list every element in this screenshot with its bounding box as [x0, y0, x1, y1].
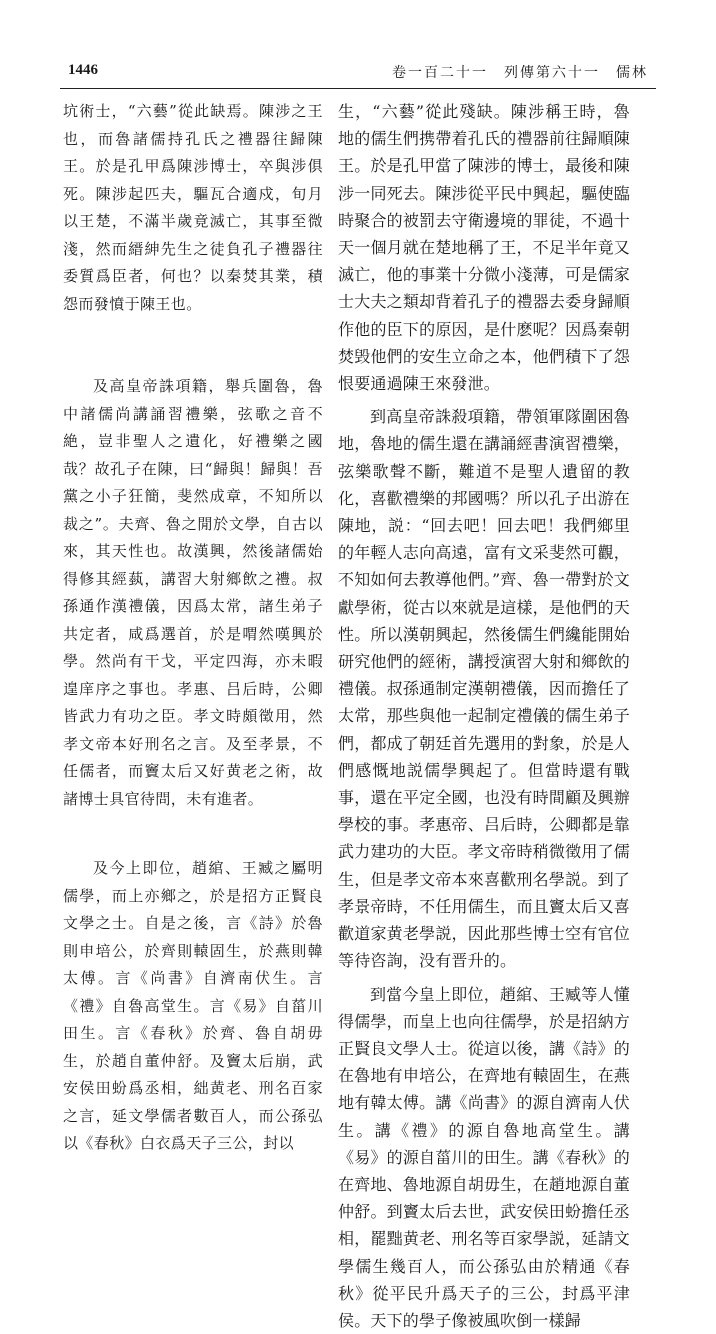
header-rule	[60, 88, 656, 89]
page-number: 1446	[68, 62, 98, 79]
translation-column	[338, 98, 630, 1334]
original-text-column	[63, 98, 323, 1158]
original-paragraph: 及高皇帝誅項籍，舉兵圍魯，魯中諸儒尚講誦習禮樂，弦歌之音不絶，豈非聖人之遺化，好禮樂之國哉？故孔子在陳，曰“歸與！歸與！吾黨之小子狂簡，斐然成章，不知所以裁之”。夫齊、魯之閒於文學，自古以來，其天性也。故漢興，然後諸儒始得修其經蓺，講習大射鄉飲之禮。叔孫通作漢禮儀，因爲太常，諸生弟子共定者，咸爲選首，於是喟然嘆興於學。然尚有干戈，平定四海，亦未暇遑庠序之事也。孝惠、吕后時，公卿皆武力有功之臣。孝文時頗徵用，然孝文帝本好刑名之言。及至孝景，不任儒者，而竇太后又好黄老之術，故諸博士具官待問，未有進者。	[63, 373, 323, 813]
paragraph-spacer	[63, 318, 323, 373]
page-header	[68, 60, 658, 86]
translation-paragraph: 到當今皇上即位，趙綰、王臧等人懂得儒學，而皇上也向往儒學，於是招納方正賢良文學人士。從這以後，講《詩》的在魯地有申培公，在齊地有轅固生，在燕地有韓太傅。講《尚書》的源自濟南人伏生。講《禮》的源自魯地高堂生。講《易》的源自菑川的田生。講《春秋》的在齊地、魯地源自胡毋生，在趙地源自董仲舒。到竇太后去世，武安侯田蚡擔任丞相，罷黜黄老、刑名等百家學説，延請文學儒生幾百人，而公孫弘由於精通《春秋》從平民升爲天子的三公，封爲平津侯。天下的學子像被風吹倒一樣歸	[338, 981, 630, 1334]
original-paragraph: 坑術士，“六藝”從此缺焉。陳涉之王也，而魯諸儒持孔氏之禮器往歸陳王。於是孔甲爲陳涉博士，卒與涉俱死。陳涉起匹夫，驅瓦合適戍，旬月以王楚，不滿半歲竟滅亡，其事至微淺，然而縉紳先生之徒負孔子禮器往委質爲臣者，何也？以秦焚其業，積怨而發憤于陳王也。	[63, 98, 323, 318]
translation-paragraph: 到高皇帝誅殺項籍，帶領軍隊圍困魯地，魯地的儒生還在講誦經書演習禮樂，弦樂歌聲不斷，難道不是聖人遺留的教化，喜歡禮樂的邦國嗎？所以孔子出游在陳地，説：“回去吧！回去吧！我們鄉里的年輕人志向高遠，富有文采斐然可觀，不知如何去教導他們。”齊、魯一帶對於文獻學術，從古以來就是這樣，是他們的天性。所以漢朝興起，然後儒生們纔能開始研究他們的經術，講授演習大射和鄉飲的禮儀。叔孫通制定漢朝禮儀，因而擔任了太常，那些與他一起制定禮儀的儒生弟子們，都成了朝廷首先選用的對象，於是人們感慨地説儒學興起了。但當時還有戰事，還在平定全國，也没有時間顧及興辦學校的事。孝惠帝、吕后時，公卿都是靠武力建功的大臣。孝文帝時稍微徵用了儒生，但是孝文帝本來喜歡刑名學説。到了孝景帝時，不任用儒生，而且竇太后又喜歡道家黄老學説，因此那些博士空有官位等待咨詢，没有晋升的。	[338, 403, 630, 974]
original-paragraph: 及今上即位，趙綰、王臧之屬明儒學，而上亦鄉之，於是招方正賢良文學之士。自是之後，言《詩》於魯則申培公，於齊則轅固生，於燕則韓太傅。言《尚書》自濟南伏生。言《禮》自魯高堂生。言《易》自菑川田生。言《春秋》於齊、魯自胡毋生，於趙自董仲舒。及竇太后崩，武安侯田蚡爲丞相，絀黄老、刑名百家之言，延文學儒者數百人，而公孫弘以《春秋》白衣爲天子三公，封以	[63, 855, 323, 1158]
running-title: 卷一百二十一 列傳第六十一 儒林	[392, 62, 648, 82]
paragraph-spacer	[63, 813, 323, 855]
translation-paragraph: 生，“六藝”從此殘缺。陳涉稱王時，魯地的儒生們携帶着孔氏的禮器前往歸順陳王。於是孔甲當了陳涉的博士，最後和陳涉一同死去。陳涉從平民中興起，驅使臨時聚合的被罰去守衛邊境的罪徒，不過十天一個月就在楚地稱了王，不足半年竟又滅亡，他的事業十分微小淺薄，可是儒家士大夫之類却背着孔子的禮器去委身歸順作他的臣下的原因，是什麽呢？因爲秦朝焚毁他們的安生立命之本，他們積下了怨恨要通過陳王來發泄。	[338, 98, 630, 397]
